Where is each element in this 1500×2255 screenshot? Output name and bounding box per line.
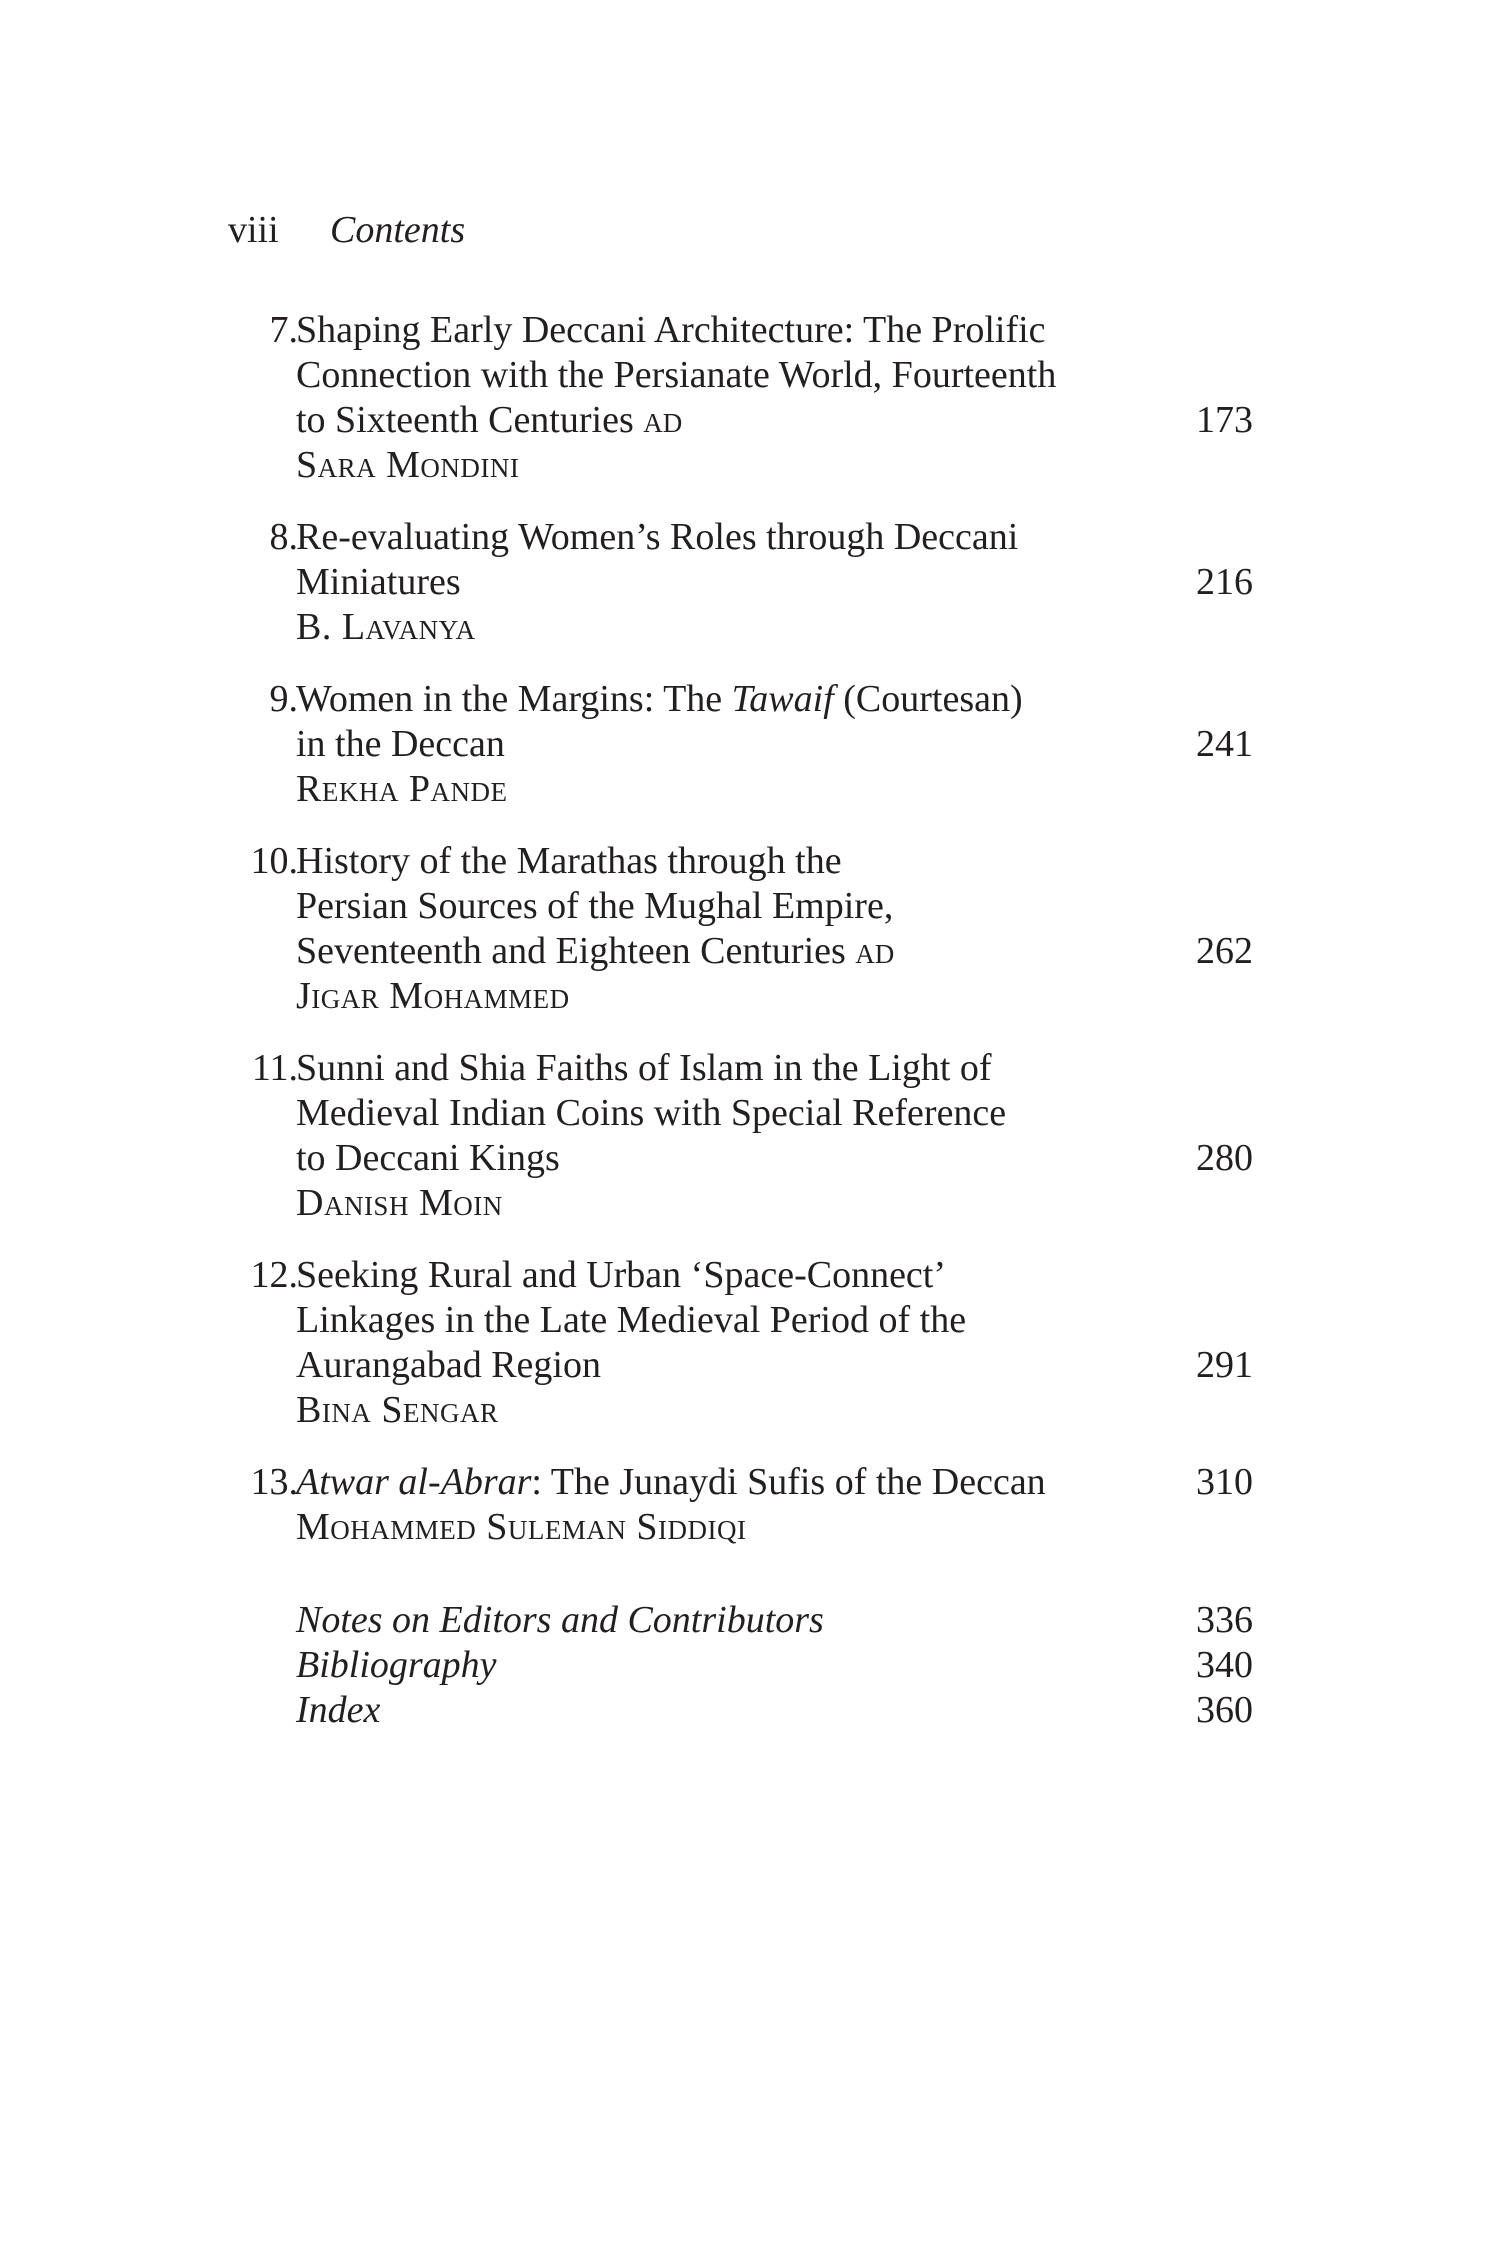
toc-entry-7: [228, 308, 1253, 488]
back-matter-list: [296, 1598, 1253, 1733]
toc-entry-11: [228, 1046, 1253, 1226]
chapter-page-number: 241: [1196, 723, 1253, 765]
chapter-title-line: Medieval Indian Coins with Special Reference: [296, 1092, 1007, 1134]
chapter-author: Sara Mondini: [296, 444, 520, 486]
chapter-number: 11.: [251, 1047, 298, 1089]
running-head-title: Contents: [330, 209, 466, 251]
chapter-author: Jigar Mohammed: [296, 975, 570, 1017]
chapter-title-text: Women in the Margins: The: [296, 678, 732, 720]
chapter-author: Mohammed Suleman Siddiqi: [296, 1506, 747, 1548]
chapter-title-line-last: [296, 1460, 1136, 1505]
chapter-title-line: Persian Sources of the Mughal Empire,: [296, 885, 894, 927]
chapter-page-number: 291: [1196, 1344, 1253, 1386]
chapter-title-line: Shaping Early Deccani Architecture: The Prolific: [296, 309, 1046, 351]
toc-entry-9: [228, 677, 1253, 812]
back-matter-title: Index: [296, 1689, 381, 1731]
chapter-title-line: Re-evaluating Women’s Roles through Deccani: [296, 516, 1019, 558]
chapter-page-number: 173: [1196, 399, 1253, 441]
chapter-title-line: Linkages in the Late Medieval Period of the: [296, 1299, 967, 1341]
chapter-number: 13.: [250, 1461, 298, 1503]
chapter-title-text: to Sixteenth Centuries: [296, 399, 634, 441]
chapter-title-line-last: Miniatures: [296, 561, 461, 603]
chapter-title-line: Seeking Rural and Urban ‘Space-Connect’: [296, 1254, 947, 1296]
back-matter-item: [296, 1643, 1253, 1688]
chapter-title-text: (Courtesan): [833, 678, 1023, 720]
chapter-title-line-last: in the Deccan: [296, 723, 505, 765]
chapter-page-number: 310: [1196, 1461, 1253, 1503]
toc-entry-12: [228, 1253, 1253, 1433]
chapter-title-italic: Tawaif: [731, 678, 834, 720]
chapter-page-number: 280: [1196, 1137, 1253, 1179]
toc-entry-8: [228, 515, 1253, 650]
chapter-number: 9.: [269, 678, 298, 720]
chapter-title-line-last: [296, 929, 1136, 974]
chapter-page-number: 262: [1196, 930, 1253, 972]
chapter-author: Rekha Pande: [296, 768, 508, 810]
page-folio: viii: [228, 209, 279, 251]
era-label: ad: [643, 399, 683, 441]
chapter-number: 8.: [269, 516, 298, 558]
chapter-author: Bina Sengar: [296, 1389, 499, 1431]
chapter-number: 10.: [250, 840, 298, 882]
table-of-contents: [228, 308, 1253, 1733]
chapter-title-line: Sunni and Shia Faiths of Islam in the Light of: [296, 1047, 992, 1089]
back-matter-item: [296, 1598, 1253, 1643]
chapter-title-text: Seventeenth and Eighteen Centuries: [296, 930, 846, 972]
toc-entry-10: [228, 839, 1253, 1019]
era-label: ad: [855, 930, 895, 972]
back-matter-page-number: 360: [1196, 1689, 1253, 1731]
chapter-number: 7.: [269, 309, 298, 351]
chapter-page-number: 216: [1196, 561, 1253, 603]
chapter-title-line-last: Aurangabad Region: [296, 1344, 601, 1386]
back-matter-page-number: 336: [1196, 1599, 1253, 1641]
chapter-title-line-last: to Deccani Kings: [296, 1137, 560, 1179]
back-matter-item: [296, 1688, 1253, 1733]
chapter-title-line: [296, 677, 1136, 722]
chapter-title-italic: Atwar al-Abrar: [296, 1461, 532, 1503]
toc-entry-13: [228, 1460, 1253, 1550]
back-matter-page-number: 340: [1196, 1644, 1253, 1686]
chapter-title-line: Connection with the Persianate World, Fourteenth: [296, 354, 1057, 396]
chapter-title-line-last: [296, 398, 1136, 443]
running-head: [228, 208, 465, 252]
chapter-title-text: : The Junaydi Sufis of the Deccan: [531, 1461, 1046, 1503]
chapter-number: 12.: [250, 1254, 298, 1296]
chapter-author: B. Lavanya: [296, 606, 476, 648]
chapter-title-line: History of the Marathas through the: [296, 840, 842, 882]
back-matter-title: Notes on Editors and Contributors: [296, 1599, 824, 1641]
back-matter-title: Bibliography: [296, 1644, 497, 1686]
chapter-author: Danish Moin: [296, 1182, 503, 1224]
